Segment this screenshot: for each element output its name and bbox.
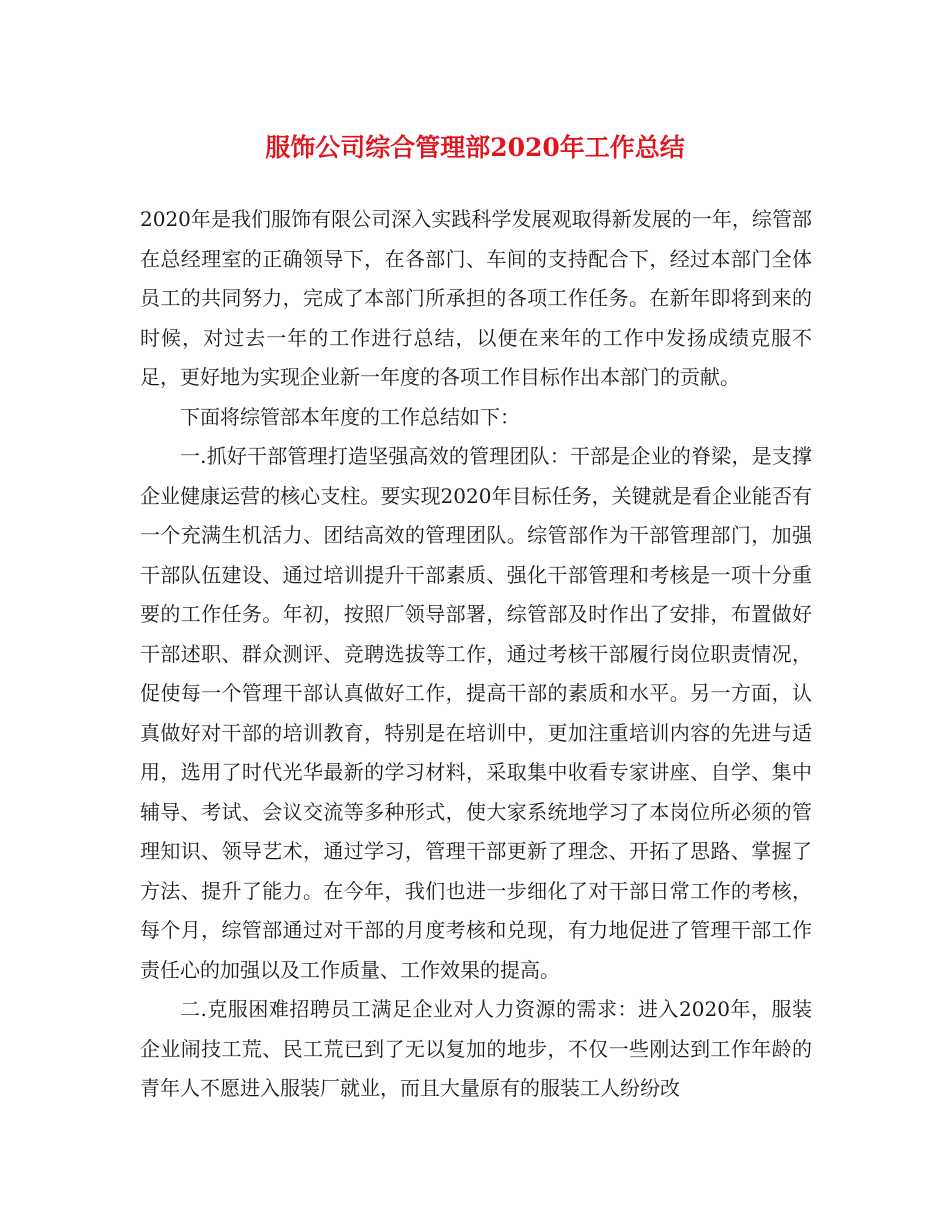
paragraph-intro: 2020年是我们服饰有限公司深入实践科学发展观取得新发展的一年，综管部在总经理室的正确领导下，在各部门、车间的支持配合下，经过本部门全体员工的共同努力，完成了本部门所承担的各项工作任务。在新年即将到来的时候，对过去一年的工作进行总结，以便在来年的工作中发扬成绩克服不足，更好地为实现企业新一年度的各项工作目标作出本部门的贡献。	[140, 207, 812, 389]
document-title: 服饰公司综合管理部2020年工作总结	[265, 133, 685, 162]
paragraph-summary-lead: 下面将综管部本年度的工作总结如下：	[180, 404, 520, 429]
paragraph-section-1: 一.抓好干部管理打造坚强高效的管理团队：干部是企业的脊梁，是支撑企业健康运营的核心支柱。要实现2020年目标任务，关键就是看企业能否有一个充满生机活力、团结高效的管理团队。综管部作为干部管理部门，加强干部队伍建设、通过培训提升干部素质、强化干部管理和考核是一项十分重要的工作任务。年初，按照厂领导部署，综管部及时作出了安排，布置做好干部述职、群众测评、竞聘选拔等工作，通过考核干部履行岗位职责情况，促使每一个管理干部认真做好工作，提高干部的素质和水平。另一方面，认真做好对干部的培训教育，特别是在培训中，更加注重培训内容的先进与适用，选用了时代光华最新的学习材料，采取集中收看专家讲座、自学、集中辅导、考试、会议交流等多种形式，使大家系统地学习了本岗位所必须的管理知识、领导艺术，通过学习，管理干部更新了理念、开拓了思路、掌握了方法、提升了能力。在今年，我们也进一步细化了对干部日常工作的考核，每个月，综管部通过对干部的月度考核和兑现，有力地促进了管理干部工作责任心的加强以及工作质量、工作效果的提高。	[140, 444, 812, 982]
document-body	[140, 200, 812, 1109]
paragraph-section-2: 二.克服困难招聘员工满足企业对人力资源的需求：进入2020年，服装企业闹技工荒、民工荒已到了无以复加的地步，不仅一些刚达到工作年龄的青年人不愿进入服装厂就业，而且大量原有的服装工人纷纷改	[140, 997, 812, 1100]
